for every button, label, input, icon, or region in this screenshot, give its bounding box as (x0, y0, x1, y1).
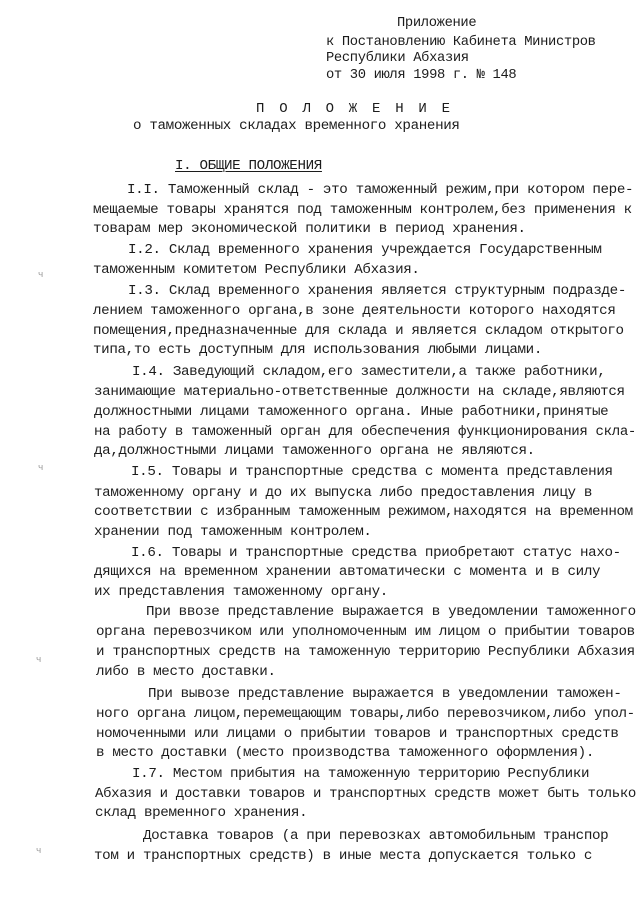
body-line: на работу в таможенный орган для обеспечения функционирования скла- (94, 424, 637, 440)
body-line: и транспортных средств на таможенную территорию Республики Абхазия (96, 644, 635, 660)
body-line: мещаемые товары хранятся под таможенным контролем,без применения к (93, 202, 632, 218)
body-line: товарам мер экономической политики в период хранения. (93, 221, 526, 237)
body-line: лением таможенного органа,в зоне деятельности которого находятся (93, 303, 616, 319)
body-line: ного органа лицом,перемещающим товары,либо перевозчиком,либо упол- (96, 706, 635, 722)
margin-mark: ч (38, 270, 44, 280)
body-line: I.6. Товары и транспортные средства приобретают статус нахо- (131, 545, 621, 561)
body-line: соответствии с избранным таможенным режимом,находятся на временном (94, 504, 633, 520)
margin-mark: ч (38, 463, 44, 473)
appendix-label: Приложение (397, 16, 477, 31)
body-line: При ввозе представление выражается в уведомлении таможенного (146, 604, 636, 620)
body-line: занимающие материально-ответственные должности на складе,являются (94, 384, 625, 400)
body-line: таможенным комитетом Республики Абхазия. (93, 262, 420, 278)
body-line: номоченными или лицами о прибытии товаров и транспортных средств (96, 726, 619, 742)
body-line: При вывозе представление выражается в уведомлении таможен- (148, 686, 622, 702)
body-line: Доставка товаров (а при перевозках автомобильным транспор (143, 828, 609, 844)
section-title: I. ОБЩИЕ ПОЛОЖЕНИЯ (175, 158, 322, 174)
margin-mark: ч (36, 655, 42, 665)
body-line: типа,то есть доступным для использования любыми лицами. (93, 342, 543, 358)
body-line: органа перевозчиком или уполномоченным им лицом о прибытии товаров (96, 624, 635, 640)
body-line: дящихся на временном хранении автоматически с момента и в силу (94, 564, 601, 580)
body-line: да,должностными лицами таможенного органа не являются. (94, 443, 535, 459)
body-line: I.5. Товары и транспортные средства с момента представления (131, 464, 613, 480)
body-line: либо в место доставки. (96, 664, 276, 680)
body-line: I.7. Местом прибытия на таможенную территорию Республики (132, 766, 590, 782)
body-line: I.3. Склад временного хранения является структурным подразде- (128, 283, 626, 299)
body-line: должностными лицами таможенного органа. Иные работники,принятые (94, 404, 609, 420)
document-subtitle: о таможенных складах временного хранения (133, 118, 460, 134)
body-line: в место доставки (место производства таможенного оформления). (96, 745, 594, 761)
body-line: I.I. Таможенный склад - это таможенный режим,при котором пере- (127, 182, 634, 198)
margin-mark: ч (36, 846, 42, 856)
body-line: Абхазия и доставки товаров и транспортных средств может быть только (95, 786, 636, 802)
document-title: П О Л О Ж Е Н И Е (256, 101, 454, 117)
body-line: их представления таможенному органу. (94, 584, 388, 600)
appendix-decree: к Постановлению Кабинета Министров (326, 35, 596, 50)
body-line: том и транспортных средств) в иные места допускается только с (94, 848, 592, 864)
body-line: таможенному органу и до их выпуска либо предоставления лицу в (94, 485, 592, 501)
appendix-date-number: от 30 июля 1998 г. № 148 (326, 68, 517, 83)
body-line: склад временного хранения. (95, 805, 308, 821)
body-line: I.2. Склад временного хранения учреждается Государственным (128, 242, 602, 258)
body-line: хранении под таможенным контролем. (94, 524, 372, 540)
body-line: помещения,предназначенные для склада и является складом открытого (93, 323, 624, 339)
body-line: I.4. Заведующий складом,его заместители,а также работники, (132, 364, 606, 380)
appendix-republic: Республики Абхазия (326, 51, 469, 66)
